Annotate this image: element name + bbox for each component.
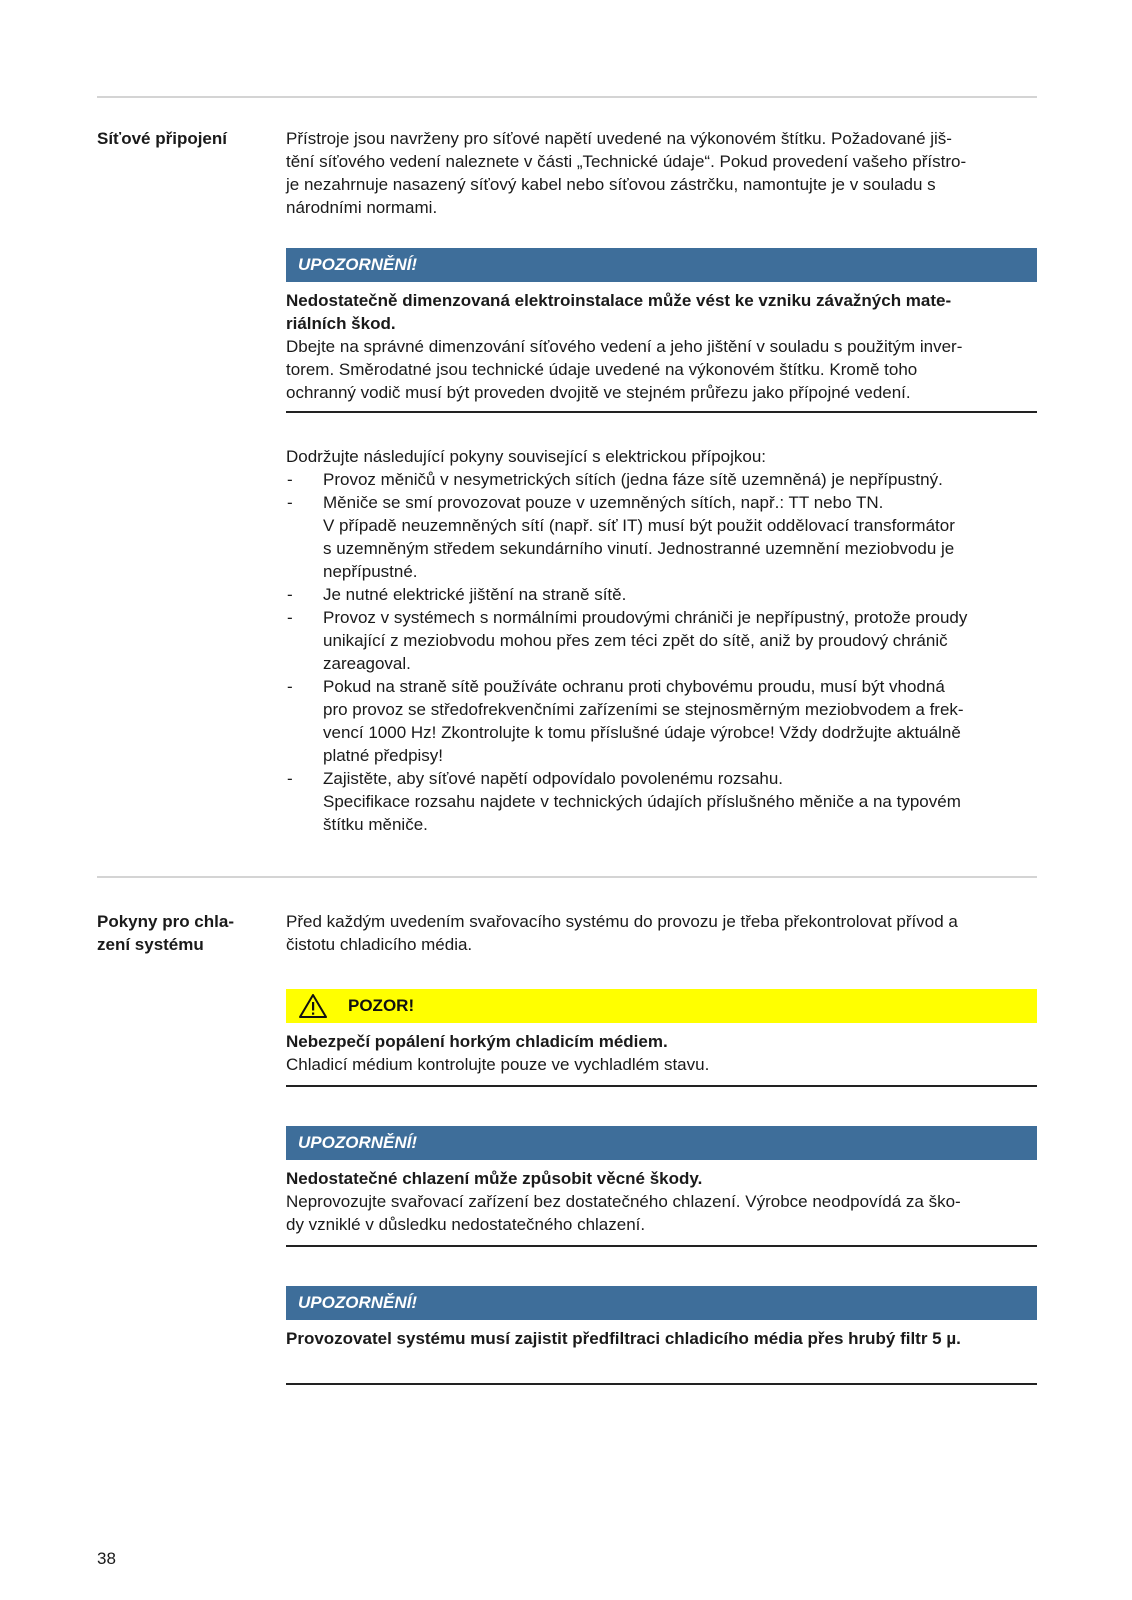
list-item — [286, 491, 1037, 583]
notice-body-line: torem. Směrodatné jsou technické údaje uvedené na výkonovém štítku. Kromě toho — [286, 360, 918, 379]
list-item — [286, 767, 1037, 836]
list-item-line: Provoz v systémech s normálními proudovými chrániči je nepřípustný, protože proudy — [323, 608, 968, 627]
notice-bottom-rule — [286, 1383, 1037, 1385]
list-item — [286, 606, 1037, 675]
intro-line: čistotu chladicího média. — [286, 935, 473, 954]
cooling-intro — [286, 910, 1037, 956]
caution-title: Nebezpečí popálení horkým chladicím médiem. — [286, 1032, 668, 1051]
list-item-line: Pokud na straně sítě používáte ochranu proti chybovému proudu, musí být vhodná — [323, 677, 945, 696]
dash-marker: - — [287, 585, 293, 604]
network-intro — [286, 127, 1037, 219]
list-item-line: Je nutné elektrické jištění na straně sítě. — [323, 585, 627, 604]
caution-box — [286, 989, 1037, 1087]
dash-marker: - — [287, 769, 293, 788]
intro-line: tění síťového vedení naleznete v části „Technické údaje“. Pokud provedení vašeho přístro- — [286, 152, 967, 171]
notice-bottom-rule — [286, 411, 1037, 413]
warning-triangle-icon — [298, 993, 328, 1019]
notice-label: UPOZORNĚNÍ! — [286, 248, 1037, 282]
notice-body-line: ochranný vodič musí být proveden dvojitě ve stejném průřezu jako přípojné vedení. — [286, 383, 911, 402]
section-divider — [97, 876, 1037, 878]
section-cooling-content — [286, 910, 1037, 1385]
notice-bottom-rule — [286, 1245, 1037, 1247]
caution-label: POZOR! — [348, 996, 415, 1015]
section-heading-cooling — [97, 910, 277, 956]
notice-box — [286, 1286, 1037, 1385]
notice-title-line: riálních škod. — [286, 314, 396, 333]
notice-body-line: Dbejte na správné dimenzování síťového vedení a jeho jištění v souladu s použitým inver- — [286, 337, 963, 356]
heading-line: Pokyny pro chla- — [97, 912, 234, 931]
notice-title: Provozovatel systému musí zajistit předfiltraci chladicího média přes hrubý filtr 5 µ. — [286, 1329, 961, 1348]
notice-label: UPOZORNĚNÍ! — [286, 1286, 1037, 1320]
dash-marker: - — [287, 493, 293, 512]
intro-line: národními normami. — [286, 198, 438, 217]
list-item-line: nepřípustné. — [323, 562, 418, 581]
notice-body — [286, 335, 1037, 404]
notice-box — [286, 1126, 1037, 1247]
intro-line: je nezahrnuje nasazený síťový kabel nebo síťovou zástrčku, namontujte je v souladu s — [286, 175, 936, 194]
list-item-line: štítku měniče. — [323, 815, 428, 834]
list-intro: Dodržujte následující pokyny související s elektrickou přípojkou: — [286, 447, 767, 466]
list-item-line: unikající z meziobvodu mohou přes zem téci zpět do sítě, aniž by proudový chránič — [323, 631, 948, 650]
notice-label: UPOZORNĚNÍ! — [286, 1126, 1037, 1160]
section-heading-network: Síťové připojení — [97, 129, 227, 148]
top-divider — [97, 96, 1037, 98]
notice-body — [286, 1190, 1037, 1236]
notice-body-line: dy vzniklé v důsledku nedostatečného chlazení. — [286, 1215, 646, 1234]
caution-body: Chladicí médium kontrolujte pouze ve vychladlém stavu. — [286, 1055, 710, 1074]
list-item — [286, 583, 1037, 606]
list-item-line: zareagoval. — [323, 654, 411, 673]
list-item — [286, 468, 1037, 491]
list-item-line: V případě neuzemněných sítí (např. síť IT) musí být použit oddělovací transformátor — [323, 516, 955, 535]
list-item-line: Měniče se smí provozovat pouze v uzemněných sítích, např.: TT nebo TN. — [323, 493, 884, 512]
caution-header — [286, 989, 1037, 1023]
notice-box — [286, 248, 1037, 413]
list-item-line: Zajistěte, aby síťové napětí odpovídalo povolenému rozsahu. — [323, 769, 783, 788]
notice-title-line: Nedostatečně dimenzovaná elektroinstalace může vést ke vzniku závažných mate- — [286, 291, 952, 310]
dash-marker: - — [287, 470, 293, 489]
list-item-line: Specifikace rozsahu najdete v technických údajích příslušného měniče a na typovém — [323, 792, 961, 811]
intro-line: Přístroje jsou navrženy pro síťové napětí uvedené na výkonovém štítku. Požadované jiš- — [286, 129, 952, 148]
notice-title: Nedostatečné chlazení může způsobit věcné škody. — [286, 1169, 703, 1188]
list-item-line: s uzemněným středem sekundárního vinutí. Jednostranné uzemnění meziobvodu je — [323, 539, 955, 558]
heading-line: zení systému — [97, 935, 204, 954]
list-item-line: vencí 1000 Hz! Zkontrolujte k tomu příslušné údaje výrobce! Vždy dodržujte aktuálně — [323, 723, 961, 742]
list-item-line: Provoz měničů v nesymetrických sítích (jedna fáze sítě uzemněná) je nepřípustný. — [323, 470, 943, 489]
requirements-list — [286, 468, 1037, 836]
dash-marker: - — [287, 677, 293, 696]
notice-body-line: Neprovozujte svařovací zařízení bez dostatečného chlazení. Výrobce neodpovídá za ško- — [286, 1192, 961, 1211]
list-item-line: pro provoz se středofrekvenčními zařízeními se stejnosměrným meziobvodem a frek- — [323, 700, 964, 719]
caution-bottom-rule — [286, 1085, 1037, 1087]
list-item-line: platné předpisy! — [323, 746, 444, 765]
list-item — [286, 675, 1037, 767]
section-network-content — [286, 127, 1037, 836]
page-number: 38 — [97, 1549, 116, 1568]
intro-line: Před každým uvedením svařovacího systému do provozu je třeba překontrolovat přívod a — [286, 912, 958, 931]
notice-title — [286, 289, 1037, 335]
dash-marker: - — [287, 608, 293, 627]
